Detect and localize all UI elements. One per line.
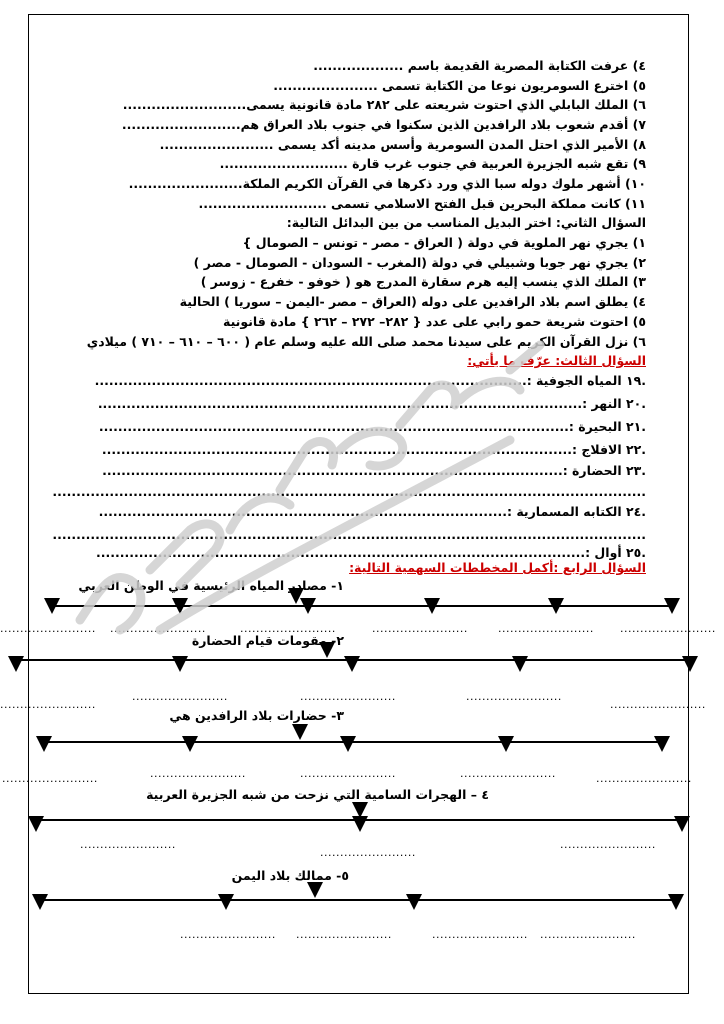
- section-2-title: السؤال الثاني: اختر البديل المناسب من بين البدائل التالية:: [286, 215, 646, 230]
- blank-answer: ........................: [110, 622, 206, 635]
- define-24: .٢٤ الكتابه المسمارية :......................................................................................: [98, 504, 646, 519]
- blank-answer: ........................: [560, 838, 656, 851]
- diagram-3-arrows: [44, 728, 662, 750]
- diagram-5-title: ٥- ممالك بلاد اليمن: [231, 868, 349, 883]
- define-23-continuation: .............................................................................................................................: [52, 484, 646, 499]
- blank-answer: ........................: [80, 838, 176, 851]
- blank-answer: ........................: [466, 690, 562, 703]
- question-5: ٥) اخترع السومريون نوعا من الكتابة تسمى ......................: [273, 78, 646, 93]
- choice-4: ٤) يطلق اسم بلاد الرافدين على دوله (العراق – مصر -اليمن – سوريا ) الحالية: [179, 294, 646, 309]
- question-11: ١١) كانت مملكة البحرين قبل الفتح الاسلامي تسمى ...........................: [198, 196, 646, 211]
- blank-answer: ........................: [0, 622, 96, 635]
- blank-answer: ........................: [300, 690, 396, 703]
- define-20: .٢٠ النهر :......................................................................................................: [97, 396, 646, 411]
- question-10: ١٠) أشهر ملوك دوله سبا الذي ورد ذكرها في القرآن الكريم الملكة........................: [128, 176, 646, 191]
- choice-3: ٣) الملك الذي ينسب إليه هرم سقارة المدرج هو ( خوفو - خفرع - زوسر ): [200, 274, 646, 289]
- section-4-title: السؤال الرابع :أكمل المخططات السهمية التالية:: [349, 560, 646, 575]
- blank-answer: ........................: [150, 767, 246, 780]
- choice-5: ٥) احتوت شريعة حمو رابي على عدد { ٢٨٢– ٢٧٢ – ٢٦٢ } مادة قانونية: [223, 314, 646, 329]
- blank-answer: ........................: [0, 698, 96, 711]
- blank-answer: ........................: [240, 622, 336, 635]
- define-22: .٢٢ الافلاج :...................................................................................................: [101, 442, 646, 457]
- question-7: ٧) أقدم شعوب بلاد الرافدين الذين سكنوا في جنوب بلاد العراق هم.........................: [121, 117, 646, 132]
- question-6: ٦) الملك البابلي الذي احتوت شريعته على ٢٨٢ مادة قانونية يسمى..........................: [122, 97, 646, 112]
- define-24-continuation: .............................................................................................................................: [52, 527, 646, 542]
- blank-answer: ........................: [300, 767, 396, 780]
- choice-6: ٦) نزل القرآن الكريم على سيدنا محمد صلى الله عليه وسلم عام ( ٦٠٠ – ٦١٠ – ٧١٠ ) ميلادي: [86, 334, 646, 349]
- blank-answer: ........................: [180, 928, 276, 941]
- blank-answer: ........................: [540, 928, 636, 941]
- diagram-3-title: ٣- حضارات بلاد الرافدين هي: [169, 708, 344, 723]
- define-25: .٢٥ أوال :.......................................................................................................: [95, 545, 646, 560]
- define-21: .٢١ البحيرة :...................................................................................................: [98, 419, 646, 434]
- blank-answer: ........................: [460, 767, 556, 780]
- choice-1: ١) يجري نهر الملوية في دولة ( العراق - مصر - تونس – الصومال }: [242, 235, 646, 250]
- define-19: .١٩ المياه الجوفية :...........................................................................................: [94, 373, 646, 388]
- diagram-4-arrows: [36, 806, 682, 830]
- define-23: .٢٣ الحضارة :.................................................................................................: [102, 463, 646, 478]
- blank-answer: ........................: [372, 622, 468, 635]
- diagram-1-title: ١- مصادر المياه الرئيسية في الوطن العربي: [78, 578, 344, 593]
- blank-answer: ........................: [596, 772, 692, 785]
- diagram-1-arrows: [52, 592, 672, 612]
- blank-answer: ........................: [432, 928, 528, 941]
- question-9: ٩) تقع شبه الجزيرة العربية في جنوب غرب قارة ...........................: [219, 156, 646, 171]
- question-8: ٨) الأمير الذي احتل المدن السومرية وأسس مدينه أكد يسمى ........................: [159, 137, 646, 152]
- blank-answer: ........................: [2, 772, 98, 785]
- diagram-2-arrows: [16, 648, 690, 670]
- diagram-5-arrows: [40, 888, 676, 908]
- diagram-2-title: ٢- مقومات قيام الحضارة: [191, 633, 344, 648]
- blank-answer: ........................: [296, 928, 392, 941]
- blank-answer: ........................: [132, 690, 228, 703]
- blank-answer: ........................: [498, 622, 594, 635]
- diagram-4-title: ٤ – الهجرات السامية التي نزحت من شبه الجزيرة العربية: [146, 787, 489, 802]
- blank-answer: ........................: [610, 698, 706, 711]
- blank-answer: ........................: [620, 622, 716, 635]
- section-3-title: السؤال الثالث: عرّف ما يأتي:: [467, 353, 646, 368]
- choice-2: ٢) يجري نهر جوبا وشبيلي في دولة (المغرب - السودان - الصومال - مصر ): [193, 255, 646, 270]
- blank-answer: ........................: [320, 846, 416, 859]
- question-4: ٤) عرفت الكتابة المصرية القديمة باسم ...................: [313, 58, 646, 73]
